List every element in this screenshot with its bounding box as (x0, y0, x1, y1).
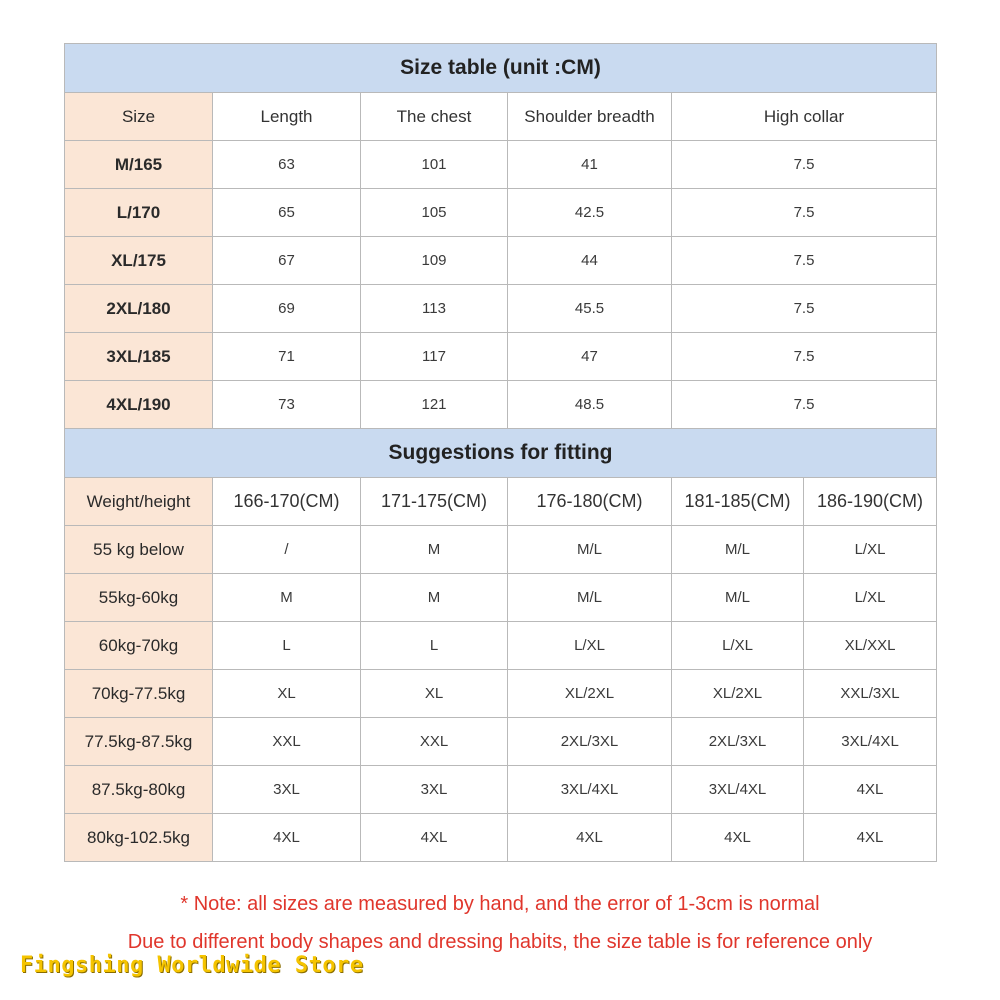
suggested-size: L/XL (672, 622, 804, 670)
fitting-header-label: Weight/height (65, 478, 213, 526)
fitting-row (65, 670, 937, 718)
size-value: 45.5 (508, 285, 672, 333)
weight-range-label: 55kg-60kg (65, 574, 213, 622)
weight-range-label: 70kg-77.5kg (65, 670, 213, 718)
size-value: 69 (213, 285, 361, 333)
size-label: 4XL/190 (65, 381, 213, 429)
reference-note: Due to different body shapes and dressing habits, the size table is for reference only (127, 931, 873, 953)
suggested-size: L (361, 622, 508, 670)
suggested-size: 2XL/3XL (508, 718, 672, 766)
suggested-size: XXL (361, 718, 508, 766)
size-value: 42.5 (508, 189, 672, 237)
suggested-size: M/L (672, 574, 804, 622)
size-value: 105 (361, 189, 508, 237)
fitting-row (65, 574, 937, 622)
suggested-size: 2XL/3XL (672, 718, 804, 766)
size-label: XL/175 (65, 237, 213, 285)
suggested-size: 3XL (213, 766, 361, 814)
suggested-size: M/L (508, 574, 672, 622)
fitting-header-row (65, 478, 937, 526)
suggested-size: 4XL (672, 814, 804, 862)
size-value: 113 (361, 285, 508, 333)
size-value: 41 (508, 141, 672, 189)
suggested-size: L/XL (804, 574, 937, 622)
weight-range-label: 55 kg below (65, 526, 213, 574)
suggested-size: L (213, 622, 361, 670)
size-column-header: The chest (361, 93, 508, 141)
height-range-header: 176-180(CM) (508, 478, 672, 526)
suggested-size: 3XL/4XL (672, 766, 804, 814)
suggested-size: M/L (672, 526, 804, 574)
suggested-size: 3XL/4XL (804, 718, 937, 766)
fitting-row (65, 766, 937, 814)
size-table-row (65, 285, 937, 333)
size-header-label: Size (65, 93, 213, 141)
measurement-note: * Note: all sizes are measured by hand, and the error of 1-3cm is normal (180, 893, 820, 915)
fitting-row (65, 718, 937, 766)
size-value: 7.5 (672, 333, 937, 381)
suggested-size: / (213, 526, 361, 574)
fitting-row (65, 622, 937, 670)
size-label: L/170 (65, 189, 213, 237)
size-column-header: Length (213, 93, 361, 141)
fitting-row (65, 526, 937, 574)
size-value: 48.5 (508, 381, 672, 429)
size-chart (64, 43, 936, 862)
weight-range-label: 80kg-102.5kg (65, 814, 213, 862)
size-value: 121 (361, 381, 508, 429)
fitting-title-row (65, 429, 937, 478)
suggested-size: 3XL/4XL (508, 766, 672, 814)
suggested-size: XL/2XL (508, 670, 672, 718)
suggested-size: XL/XXL (804, 622, 937, 670)
weight-range-label: 77.5kg-87.5kg (65, 718, 213, 766)
height-range-header: 186-190(CM) (804, 478, 937, 526)
size-table-row (65, 381, 937, 429)
size-value: 73 (213, 381, 361, 429)
suggested-size: M (361, 574, 508, 622)
fitting-title: Suggestions for fitting (65, 429, 937, 478)
size-value: 47 (508, 333, 672, 381)
size-label: 3XL/185 (65, 333, 213, 381)
suggested-size: XXL (213, 718, 361, 766)
size-value: 109 (361, 237, 508, 285)
size-value: 65 (213, 189, 361, 237)
suggested-size: XL/2XL (672, 670, 804, 718)
size-table-row (65, 333, 937, 381)
size-label: M/165 (65, 141, 213, 189)
size-column-header: Shoulder breadth (508, 93, 672, 141)
suggested-size: M (361, 526, 508, 574)
weight-range-label: 60kg-70kg (65, 622, 213, 670)
suggested-size: XXL/3XL (804, 670, 937, 718)
weight-range-label: 87.5kg-80kg (65, 766, 213, 814)
size-table-row (65, 237, 937, 285)
suggested-size: 4XL (213, 814, 361, 862)
size-value: 44 (508, 237, 672, 285)
size-value: 117 (361, 333, 508, 381)
size-value: 67 (213, 237, 361, 285)
size-value: 7.5 (672, 141, 937, 189)
size-value: 7.5 (672, 381, 937, 429)
store-watermark: Fingshing Worldwide Store (20, 953, 364, 978)
fitting-row (65, 814, 937, 862)
size-table-row (65, 189, 937, 237)
size-table-title-row (65, 44, 937, 93)
size-value: 7.5 (672, 285, 937, 333)
suggested-size: L/XL (508, 622, 672, 670)
size-value: 63 (213, 141, 361, 189)
suggested-size: M (213, 574, 361, 622)
suggested-size: 4XL (361, 814, 508, 862)
size-value: 101 (361, 141, 508, 189)
suggested-size: 4XL (508, 814, 672, 862)
suggested-size: XL (361, 670, 508, 718)
size-column-header: High collar (672, 93, 937, 141)
size-table-row (65, 141, 937, 189)
size-table-header-row (65, 93, 937, 141)
suggested-size: L/XL (804, 526, 937, 574)
size-value: 7.5 (672, 189, 937, 237)
height-range-header: 166-170(CM) (213, 478, 361, 526)
suggested-size: XL (213, 670, 361, 718)
height-range-header: 171-175(CM) (361, 478, 508, 526)
suggested-size: 3XL (361, 766, 508, 814)
size-label: 2XL/180 (65, 285, 213, 333)
suggested-size: 4XL (804, 766, 937, 814)
suggested-size: M/L (508, 526, 672, 574)
suggested-size: 4XL (804, 814, 937, 862)
size-value: 71 (213, 333, 361, 381)
size-value: 7.5 (672, 237, 937, 285)
size-table-title: Size table (unit :CM) (65, 44, 937, 93)
height-range-header: 181-185(CM) (672, 478, 804, 526)
size-chart-table (64, 43, 937, 862)
